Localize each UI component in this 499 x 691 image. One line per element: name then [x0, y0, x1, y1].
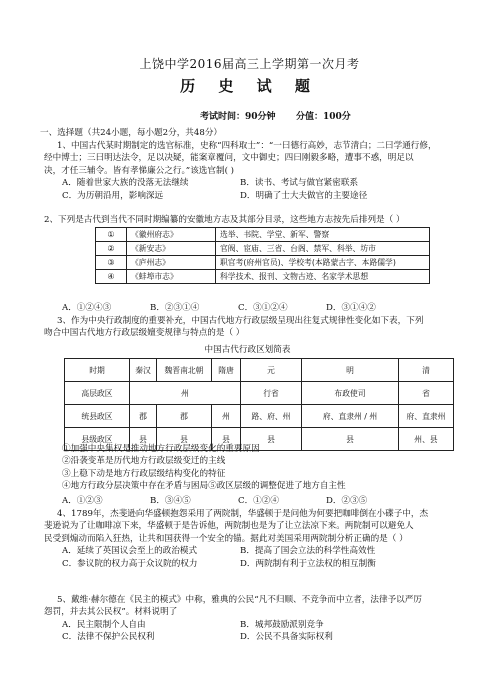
- q2-stem: 2、下列是古代到当代不同时期编纂的安徽地方志及其部分目录，这些地方志按先后排列是（ ）: [44, 215, 405, 225]
- table-cell: ④: [96, 270, 127, 284]
- table-cell: 科学技术、报刊、文物古迹、名家学术思想: [216, 270, 430, 284]
- table-cell: 县: [157, 428, 212, 451]
- table-cell: 府、直隶州: [399, 405, 454, 428]
- table-cell: 县: [302, 428, 399, 451]
- question-3: [44, 315, 459, 340]
- section-heading: 一、选择题（共24小题，每小题2分，共48分）: [40, 128, 223, 138]
- table-header: 魏晋南北朝: [157, 359, 212, 382]
- q2-option-b[interactable]: B．②③①④: [150, 303, 200, 313]
- q5-options-row: [44, 619, 459, 631]
- q1-options-row: [44, 190, 459, 202]
- q2-option-d[interactable]: D．③①④②: [326, 303, 376, 313]
- q1-stem-line: 1、中国古代某时期制定的选官标准，史称“四科取士”：“一曰德行高妙，志节清白；二曰学通行修，: [57, 141, 437, 151]
- table-cell: 《徽州府志》: [127, 228, 216, 242]
- exam-score: 分值：100分: [296, 112, 351, 122]
- q5-option-a[interactable]: A．民主限制个人自由: [62, 619, 146, 630]
- table-header: 清: [399, 359, 454, 382]
- q4-options-row: [44, 545, 459, 557]
- q3-option-b[interactable]: B．③④⑤: [150, 496, 191, 506]
- q5-stem-line: 5、戴维·赫尔德在《民主的模式》中称，雅典的公民“凡不归顺、不竞争而中立者，法律予以严厉: [57, 595, 422, 605]
- table-row: [96, 256, 430, 270]
- table-row: [96, 242, 430, 256]
- table-cell: 县: [130, 428, 157, 451]
- q3-option-a[interactable]: A．①②③: [62, 496, 103, 506]
- q4-stem-line: 4、1789年，杰斐逊向华盛顿抱怨采用了两院制，华盛顿于是问他为何要把咖啡倒在小碟子中，杰: [57, 509, 429, 519]
- table-cell: 州: [212, 405, 241, 428]
- table-cell: 府、直隶州 / 州: [302, 405, 399, 428]
- q3-statement: ④地方行政分层决策中存在矛盾与困局⑤政区层级的调整促进了地方自主性: [62, 481, 346, 492]
- table-cell: 县: [241, 428, 302, 451]
- q1-stem-line: 决，才任三辅令。皆有孝悌廉公之行。”该选官制( ): [44, 165, 235, 176]
- table-cell: 县: [212, 428, 241, 451]
- q4-option-c[interactable]: C．参议院的权力高于众议院的权力: [62, 558, 198, 569]
- table-cell: 路、府、州: [241, 405, 302, 428]
- table-cell: 州: [130, 382, 241, 405]
- table-header: 元: [241, 359, 302, 382]
- table-cell: 统县政区: [65, 405, 130, 428]
- table-cell: 省: [399, 382, 454, 405]
- q5-stem-line: 怨罚，并去其公民权”。材料说明了: [44, 607, 178, 618]
- q3-admin-table: [64, 358, 454, 451]
- q5-option-b[interactable]: B．城邦鼓励派别竞争: [240, 619, 324, 630]
- question-1: [44, 140, 459, 202]
- q2-options-row: [44, 302, 477, 314]
- q2-option-c[interactable]: C．③①②④: [238, 303, 288, 313]
- q1-options-row: [44, 177, 459, 189]
- table-cell: ③: [96, 256, 127, 270]
- q4-option-a[interactable]: A．延续了英国议会至上的政治模式: [62, 546, 198, 557]
- table-cell: 县级政区: [65, 428, 130, 451]
- q3-option-c[interactable]: C．①②④: [238, 496, 279, 506]
- table-row: [65, 382, 454, 405]
- question-5: [44, 594, 459, 644]
- exam-school-title: 上饶中学2016届高三上学期第一次月考: [139, 57, 360, 71]
- q5-option-d[interactable]: D．公民不具备实际权利: [240, 632, 333, 643]
- question-4: [44, 508, 459, 570]
- q4-option-d[interactable]: D．两院制有利于立法权的相互制衡: [240, 558, 376, 569]
- q5-options-row: [44, 631, 459, 643]
- q3-options-row: [44, 495, 477, 507]
- table-row: [65, 405, 454, 428]
- table-cell: ①: [96, 228, 127, 242]
- table-header-row: [65, 359, 454, 382]
- q2-option-a[interactable]: A．①②④③: [62, 303, 112, 313]
- table-row: [96, 270, 430, 284]
- q3-stem-line: 吻合中国古代地方行政层级嬗变规律与特点的是（ ）: [44, 328, 245, 339]
- q1-option-c[interactable]: C．为历朝沿用，影响深远: [62, 190, 164, 201]
- q1-stem-line: 经中博士；三曰明达法令，足以决疑，能案章覆问，文中御史；四曰刚毅多略，遭事不惑，明足以: [44, 153, 414, 164]
- q3-option-d[interactable]: D．②③⑤: [326, 496, 368, 506]
- q3-stem-line: 3、作为中央行政制度的重要补充，中国古代地方行政层级呈现出往复式规律性变化如下表，下列: [57, 316, 424, 326]
- table-header: 明: [302, 359, 399, 382]
- q3-statement: ①加强中央集权是推动地方行政层级变化的重要原因: [62, 444, 260, 454]
- table-header: 时期: [65, 359, 130, 382]
- q5-option-c[interactable]: C．法律不保护公民权利: [62, 632, 155, 643]
- subject-title: 历 史 试 题: [180, 77, 319, 95]
- table-header: 秦汉: [130, 359, 157, 382]
- q3-statements: [62, 443, 462, 493]
- q4-stem-line: 民受到煽动而陷入狂热，让共和国获得一个安全的锚。据此对美国采用两院制分析正确的是（ ）: [44, 533, 408, 544]
- q3-statement: ③上稳下动是地方行政层级结构变化的特征: [62, 468, 226, 479]
- q2-gazetteer-table: [95, 227, 430, 284]
- table-cell: 郡: [130, 405, 157, 428]
- table-cell: 郡: [157, 405, 212, 428]
- q4-options-row: [44, 558, 459, 570]
- table-row: [96, 228, 430, 242]
- table-cell: 行省: [241, 382, 302, 405]
- q3-statement: ②沿袭变革是历代地方行政层级变迁的主线: [62, 456, 226, 467]
- q1-option-a[interactable]: A．随着世家大族的没落无法继续: [62, 178, 189, 189]
- q4-stem-line: 斐逊说为了让咖啡凉下来，华盛顿于是告诉他，两院制也是为了让立法凉下来。两院制可以避免人: [44, 521, 414, 532]
- table-cell: 布政使司: [302, 382, 399, 405]
- table-cell: 州、县: [399, 428, 454, 451]
- q1-option-b[interactable]: B．读书、考试与做官紧密联系: [240, 178, 359, 189]
- table-cell: 官阀、宦庙、三省、台阁、禁军、科举、坊市: [216, 242, 430, 256]
- q1-option-d[interactable]: D．明确了士大夫做官的主要途径: [240, 190, 368, 201]
- q4-option-b[interactable]: B．提高了国会立法的科学性高效性: [240, 546, 376, 557]
- exam-duration: 考试时间：90分钟: [200, 112, 276, 122]
- table-cell: ②: [96, 242, 127, 256]
- table-cell: 职官考(府州官员)、学校考(本路蒙古字、本路儒学): [216, 256, 430, 270]
- table-cell: 《新安志》: [127, 242, 216, 256]
- table-cell: 《蚌埠市志》: [127, 270, 216, 284]
- table-cell: 高层政区: [65, 382, 130, 405]
- table-cell: 选举、书院、学堂、新军、警察: [216, 228, 430, 242]
- q3-table-title: 中国古代行政区划简表: [204, 345, 291, 355]
- table-header: 隋唐: [212, 359, 241, 382]
- table-cell: 《庐州志》: [127, 256, 216, 270]
